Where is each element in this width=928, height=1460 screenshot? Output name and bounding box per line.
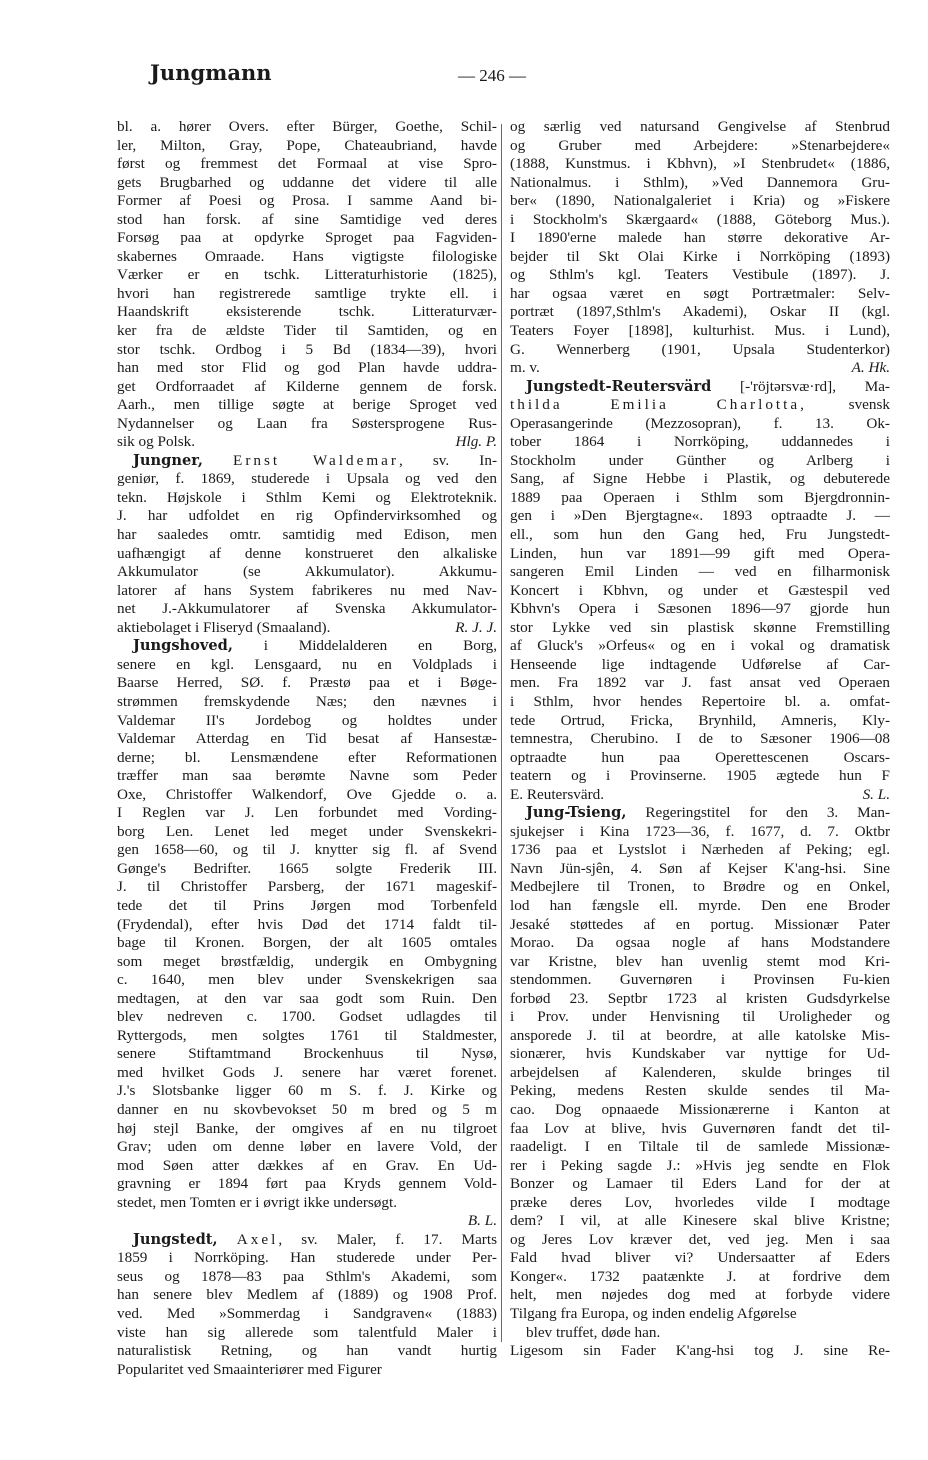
left-column-line: Grav; uden om denne løber en lavere Vold, der	[117, 1138, 497, 1156]
left-column-line: han med stor Flid og god Plan havde uddra-	[117, 359, 497, 377]
right-column-line: G. Wennerberg (1901, Upsala Studenterkor)	[510, 340, 890, 358]
left-column-line: som meget brøstfældig, undergik en Ombygning	[117, 952, 497, 970]
right-column-line: og særlig ved natursand Gengivelse af Stenbrud	[510, 118, 890, 135]
right-column	[510, 118, 890, 1361]
left-column-line: ker fra de ældste Tider til Samtiden, og en	[117, 322, 497, 340]
right-column-line: Teaters Foyer [1898], kulturhist. Mus. i Lund),	[510, 322, 890, 340]
right-column-line: 1736 paa et Lystslot i Nærheden af Peking; egl.	[510, 841, 890, 859]
right-column-line: i Sthlm, hvor hendes Repertoire bl. a. omfat-	[510, 692, 890, 710]
right-column-line: Morao. Da ogsaa nogle af hans Modstandere	[510, 934, 890, 952]
right-column-line: rer i Peking sagde J.: »Hvis jeg sendte en Flok	[510, 1156, 890, 1174]
left-column-line: J. til Christoffer Parsberg, der 1671 mageskif-	[117, 878, 497, 896]
right-column-line: Bonzer og Lamaer til Eders Land for der at	[510, 1175, 890, 1193]
left-column-line: blev nedreven c. 1700. Godset udlagdes til	[117, 1008, 497, 1026]
right-column-line: Peking, medens Resten skulde sendes til Ma-	[510, 1082, 890, 1100]
entry-forename: Ernst Waldemar	[233, 451, 399, 469]
left-column-line	[117, 619, 497, 638]
left-column-line: Ryttergods, men solgtes 1761 til Staldmester,	[117, 1026, 497, 1044]
line-text: E. Reutersvärd.	[510, 785, 605, 803]
author-signature: R. J. J.	[455, 618, 497, 636]
right-column-line: Jesaké støttedes af en portug. Missionær Pater	[510, 915, 890, 933]
right-column-line: stor Lykke ved sin plastisk skønne Fremstilling	[510, 618, 890, 636]
right-column-line: blev truffet, døde han.	[526, 1323, 661, 1341]
left-column-line: hvori han registrerede samtlige trykte ell. i	[117, 284, 497, 302]
left-column-line: ler, Milton, Gray, Pope, Chateaubriand, havde	[117, 136, 497, 154]
right-column-line: i Stockholm's Skærgaard« (1888, Göteborg Mus.).	[510, 210, 890, 228]
right-column-line: gen i »Den Bjergtagne«. 1893 optraadte J. —	[510, 507, 890, 525]
right-column-line: Navn Jün-sjên, 4. Søn af Kejser K'ang-hsi. Sine	[510, 859, 890, 877]
right-column-line: Operasangerinde (Mezzosopran), f. 13. Ok-	[510, 414, 890, 432]
right-column-line: og Sthlm's kgl. Teaters Vestibule (1897). J.	[510, 266, 890, 284]
right-column-line: Ligesom sin Fader K'ang-hsi tog J. sine Re-	[510, 1342, 890, 1360]
right-column-line: helt, men nøjedes dog med at forbyde videre	[510, 1286, 890, 1304]
left-column-line: Haandskrift eksisterende tschk. Litteraturvær-	[117, 303, 497, 321]
right-column-line: har ogsaa været en søgt Portrætmaler: Selv-	[510, 284, 890, 302]
right-column-line: tede Ortrud, Fricka, Brynhild, Amneris, Kly-	[510, 711, 890, 729]
left-column-line: skabernes Omraade. Hans vigtigste filologiske	[117, 247, 497, 265]
left-column-line: Aarh., men tillige søgte at berige Sproget ved	[117, 396, 497, 414]
left-column-line: uafhængigt af denne konstrueret den alkaliske	[117, 544, 497, 562]
entry-headword: Jungstedt,	[133, 1230, 218, 1248]
right-column-line: tober 1864 i Norrköping, uddannedes i	[510, 433, 890, 451]
right-column-line: Medbejlere til Tronen, to Brødre og en Onkel,	[510, 878, 890, 896]
left-column-line: get Ordforraadet af Kilderne gennem de forsk.	[117, 377, 497, 395]
right-column-line: sangeren Emil Linden — ved en filharmonisk	[510, 563, 890, 581]
right-column-line: sjukejser i Kina 1723—36, f. 1677, d. 7. Oktbr	[510, 822, 890, 840]
left-column-line: senere en kgl. Lensgaard, nu en Voldplads i	[117, 655, 497, 673]
entry-forename: thilda Emilia Charlotta	[510, 396, 801, 414]
right-column-line: Nationalmus. i Sthlm), »Ved Dannemora Gru-	[510, 173, 890, 191]
left-column-line: Værker er en tschk. Litteraturhistorie (1825),	[117, 266, 497, 284]
left-column-line: seus og 1878—83 paa Sthlm's Akademi, som	[117, 1267, 497, 1285]
right-column-line: optraadte hun paa Operettescenen Oscars-	[510, 748, 890, 766]
left-column-line: danner en nu skovbevokset 50 m bred og 5 m	[117, 1100, 497, 1118]
right-column-line: 1889 paa Operaen i Sthlm som Bjergdronnin-	[510, 488, 890, 506]
left-column-line: Akkumulator (se Akkumulator). Akkumu-	[117, 563, 497, 581]
left-column-line: stedet, men Tomten er i øvrigt ikke undersøgt.	[117, 1193, 397, 1211]
right-column-line: og Jeres Lov kræver det, ved jeg. Men i saa	[510, 1230, 890, 1248]
left-column-line: derne; bl. Lensmændene efter Reformationen	[117, 748, 497, 766]
right-column-line: Sang, af Signe Hebbe i Plastik, og debuterede	[510, 470, 890, 488]
right-column-line: Koncert i Kbhvn, og under et Gæstespil ved	[510, 581, 890, 599]
right-column-line: sionærer, hvis Kundskaber var nyttige for Ud-	[510, 1045, 890, 1063]
right-column-line: Linden, hun var 1891—99 gift med Opera-	[510, 544, 890, 562]
left-column-line: Valdemar Atterdag en Tid besat af Hansestæ-	[117, 730, 497, 748]
right-column-line: men. Fra 1892 var J. fast ansat ved Operaen	[510, 674, 890, 692]
left-column-line: høj stejl Banke, der omgives af en nu tilgroet	[117, 1119, 497, 1137]
right-column-line: arbejdelsen af Kalenderen, skulde bringes til	[510, 1063, 890, 1081]
left-column-line: Former af Poesi og Prosa. I samme Aand bi-	[117, 192, 497, 210]
left-column-line: Valdemar II's Jordebog og holdtes under	[117, 711, 497, 729]
right-column-line: Kbhvn's Opera i Sæsonen 1896—97 gjorde hun	[510, 600, 890, 618]
running-head-title: Jungmann	[150, 60, 272, 85]
left-column-line: Jungshoved, i Middelalderen en Borg,	[133, 637, 497, 655]
left-column-line: træffer man saa berømte Navne som Peder	[117, 767, 497, 785]
right-column-line: forbød 23. Septbr 1723 al kristen Gudsdyrkelse	[510, 989, 890, 1007]
left-column	[117, 118, 497, 1379]
right-column-line: cao. Dog opnaaede Missionærerne i Kanton at	[510, 1100, 890, 1118]
author-signature: A. Hk.	[851, 359, 890, 377]
right-column-line: Jungstedt-Reutersvärd [-'röjtərsvæ·rd], Ma-	[526, 377, 890, 395]
left-column-line: strømmen fremskydende Næs; den nævnes i	[117, 692, 497, 710]
entry-headword: Jungstedt-Reutersvärd	[526, 377, 712, 395]
right-column-line: I 1890'erne malede han større dekorative Ar-	[510, 229, 890, 247]
left-column-line: J. har udfoldet en rig Opfindervirksomhed og	[117, 507, 497, 525]
entry-headword: Jung-Tsieng,	[526, 804, 627, 822]
left-column-line: Baarse Herred, SØ. f. Præstø paa et i Bøge-	[117, 674, 497, 692]
right-column-line	[510, 786, 890, 805]
right-column-line: Stockholm under Günther og Arlberg i	[510, 451, 890, 469]
left-column-line: Jungstedt, Axel, sv. Maler, f. 17. Marts	[133, 1230, 497, 1248]
left-column-line: bage til Kronen. Borgen, der alt 1605 omtales	[117, 934, 497, 952]
author-signature: S. L.	[862, 785, 890, 803]
left-column-line: c. 1640, men blev under Svenskekrigen saa	[117, 971, 497, 989]
left-column-line: medtagen, at den var saa godt som Ruin. Den	[117, 989, 497, 1007]
right-column-line: Tilgang fra Europa, og inden endelig Afgørelse	[510, 1305, 797, 1322]
left-column-line: naturalistisk Retning, og han vandt hurtig	[117, 1342, 497, 1360]
right-column-line: portræt (1897,Sthlm's Akademi), Oskar II (kgl.	[510, 303, 890, 321]
left-column-line: gets Brugbarhed og uddanne det videre til alle	[117, 173, 497, 191]
left-column-line: borg Len. Lenet led meget under Svenskekri-	[117, 822, 497, 840]
left-column-line: ved. Med »Sommerdag i Sandgraven« (1883)	[117, 1305, 497, 1322]
right-column-line: ber« (1890, Nationalgaleriet i Kria) og »Fiskere	[510, 192, 890, 210]
left-column-line: han senere blev Medlem af (1889) og 1908 Prof.	[117, 1286, 497, 1304]
right-column-line: bejder til Skt Olai Kirke i Norrköping (1893)	[510, 247, 890, 265]
left-column-line: 1859 i Norrköping. Han studerede under Per-	[117, 1249, 497, 1267]
right-column-line: (1888, Kunstmus. i Kbhvn), »I Stenbrudet« (1886,	[510, 155, 890, 173]
right-column-line: i Prov. under Henvisning til Uroligheder og	[510, 1008, 890, 1026]
left-column-line: gravning er 1894 ført paa Kryds gennem Vold-	[117, 1175, 497, 1193]
left-column-line: gen 1658—60, og til J. knytter sig fl. af Svend	[117, 841, 497, 859]
left-column-line: bl. a. hører Overs. efter Bürger, Goethe, Schil-	[117, 118, 497, 135]
right-column-line: faa Lov at blive, hvis Guvernøren fandt det til-	[510, 1119, 890, 1137]
left-column-line: med hvilket Gods J. senere har været forenet.	[117, 1063, 497, 1081]
left-column-line: stor tschk. Ordbog i 5 Bd (1834—39), hvori	[117, 340, 497, 358]
left-column-line: J.'s Slotsbanke ligger 60 m S. f. J. Kirke og	[117, 1082, 497, 1100]
right-column-line: Konger«. 1732 paatænkte J. at fordrive dem	[510, 1267, 890, 1285]
entry-headword: Jungshoved,	[133, 637, 233, 655]
entry-headword: Jungner,	[133, 451, 203, 469]
right-column-line: raadeligt. I en Tiltale til de samlede Missionæ-	[510, 1138, 890, 1156]
right-column-line: og Gruber med Arbejdere: »Stenarbejdere«	[510, 136, 890, 154]
right-column-line: stendommen. Guvernøren i Provinsen Fu-kien	[510, 971, 890, 989]
left-column-line: Oxe, Christoffer Walkendorf, Ove Gjedde o. a.	[117, 785, 497, 803]
line-text: m. v.	[510, 359, 540, 377]
column-divider	[501, 124, 502, 1342]
left-column-line: Nydannelser og Laan fra Søstersprogene Rus-	[117, 414, 497, 432]
line-text: sik og Polsk.	[117, 433, 196, 451]
right-column-line: teatern og i Provinserne. 1905 ægtede hun F	[510, 767, 890, 785]
left-column-line: først og fremmest det Formaal at vise Spro-	[117, 155, 497, 173]
left-column-line: Jungner, Ernst Waldemar, sv. In-	[133, 451, 497, 469]
left-column-line: Gønge's Bedrifter. 1665 solgte Frederik III.	[117, 859, 497, 877]
right-column-line: Henseende lige indtagende Udførelse af Car-	[510, 655, 890, 673]
left-column-line: har saaledes omtr. samtidig med Edison, men	[117, 526, 497, 544]
left-column-line: Popularitet ved Smaainteriører med Figurer	[117, 1360, 382, 1378]
right-column-line: ansporede J. til at beordre, at alle katolske Mis-	[510, 1026, 890, 1044]
left-column-line: senere Stiftamtmand Brockenhuus til Nysø,	[117, 1045, 497, 1063]
right-column-line: ell., som hun den Gang hed, Fru Jungstedt-	[510, 526, 890, 544]
right-column-line: præke deres Lov, hvorledes vilde I modtage	[510, 1193, 890, 1211]
right-column-line: lod han fængsle ell. myrde. Den ene Broder	[510, 896, 890, 914]
left-column-line: geniør, f. 1869, studerede i Upsala og ved den	[117, 470, 497, 488]
left-column-line: Forsøg paa at opdyrke Sproget paa Fagviden-	[117, 229, 497, 247]
right-column-line: Fald hvad bliver vi? Undersaatter af Eders	[510, 1249, 890, 1267]
left-column-line	[117, 433, 497, 452]
entry-forename: Axel	[236, 1230, 279, 1248]
left-column-line: I Reglen var J. Len forbundet med Vording-	[117, 804, 497, 822]
right-column-line: var Kristne, blev han uvenlig stemt mod Kri-	[510, 952, 890, 970]
left-column-line: net J.-Akkumulatorer af Svenska Akkumulator-	[117, 600, 497, 618]
right-column-line: thilda Emilia Charlotta, svensk	[510, 396, 890, 414]
right-column-line: dem? I vil, at alle Kinesere skal blive Kristne;	[510, 1212, 890, 1230]
author-signature: Hlg. P.	[455, 433, 497, 451]
right-column-line: temnestra, Cherubino. I de to Sæsoner 1906—08	[510, 730, 890, 748]
page-number: — 246 —	[458, 66, 526, 85]
right-column-line: Jung-Tsieng, Regeringstitel for den 3. Man-	[526, 804, 890, 822]
left-column-line: (Frydendal), efter hvis Død det 1714 faldt til-	[117, 915, 497, 933]
left-column-line: B. L.	[467, 1212, 497, 1230]
left-column-line: latorer af hans System fabrikeres nu med Nav-	[117, 581, 497, 599]
right-column-line: af Gluck's »Orfeus« og en i vokal og dramatisk	[510, 637, 890, 655]
left-column-line: viste han sig allerede som talentfuld Maler i	[117, 1323, 497, 1341]
right-column-line	[510, 359, 890, 378]
line-text: aktiebolaget i Fliseryd (Smaaland).	[117, 618, 331, 636]
left-column-line: mod Søen atter dækkes af en Grav. En Ud-	[117, 1156, 497, 1174]
left-column-line: tede det til Prins Jørgen mod Torbenfeld	[117, 896, 497, 914]
left-column-line: stod han forsk. af sine Samtidige ved deres	[117, 210, 497, 228]
left-column-line: tekn. Højskole i Sthlm Kemi og Elektroteknik.	[117, 488, 497, 506]
